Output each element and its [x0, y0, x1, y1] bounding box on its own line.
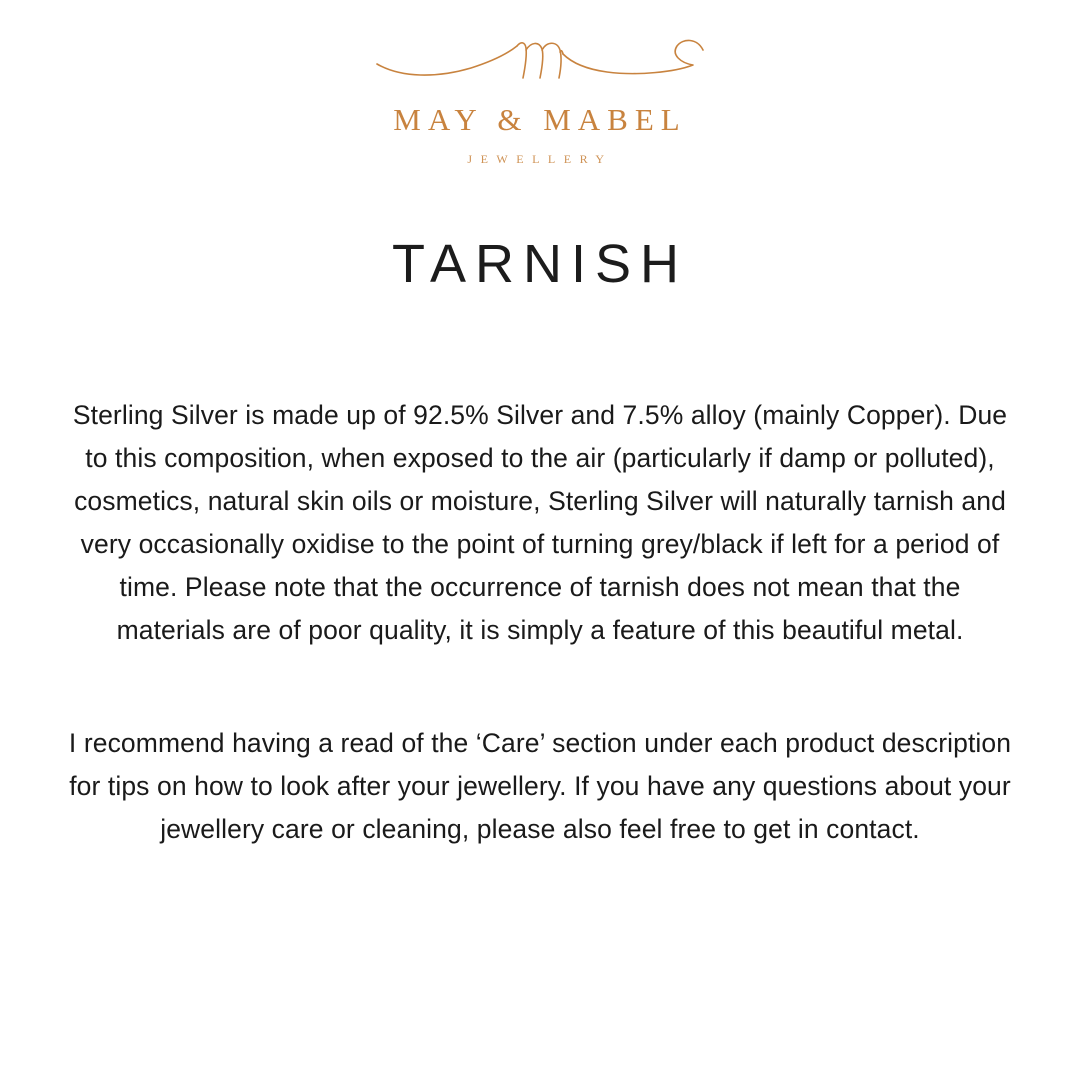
page-title: TARNISH — [391, 234, 688, 294]
brand-name: MAY & MABEL — [393, 102, 687, 137]
paragraph-1: Sterling Silver is made up of 92.5% Silver and 7.5% alloy (mainly Copper). Due to this composition, when exposed to the air (particularly if damp or polluted), cosmetics, natural skin oils or moisture, Sterling Silver will naturally tarnish and very occasionally oxidise to the point of turning grey/black if left for a period of time. Please note that the occurrence of tarnish does not mean that the materials are of poor quality, it is simply a feature of this beautiful metal. — [72, 399, 1008, 645]
brand-tagline: JEWELLERY — [467, 152, 613, 166]
brand-logo — [330, 28, 750, 167]
body-copy — [65, 367, 1015, 878]
script-m-flourish-logo-icon — [375, 28, 705, 90]
paragraph-2: I recommend having a read of the ‘Care’ section under each product description for tips on how to look after your jewellery. If you have any questions about your jewellery care or cleaning, please also feel free to get in contact. — [68, 728, 1012, 844]
